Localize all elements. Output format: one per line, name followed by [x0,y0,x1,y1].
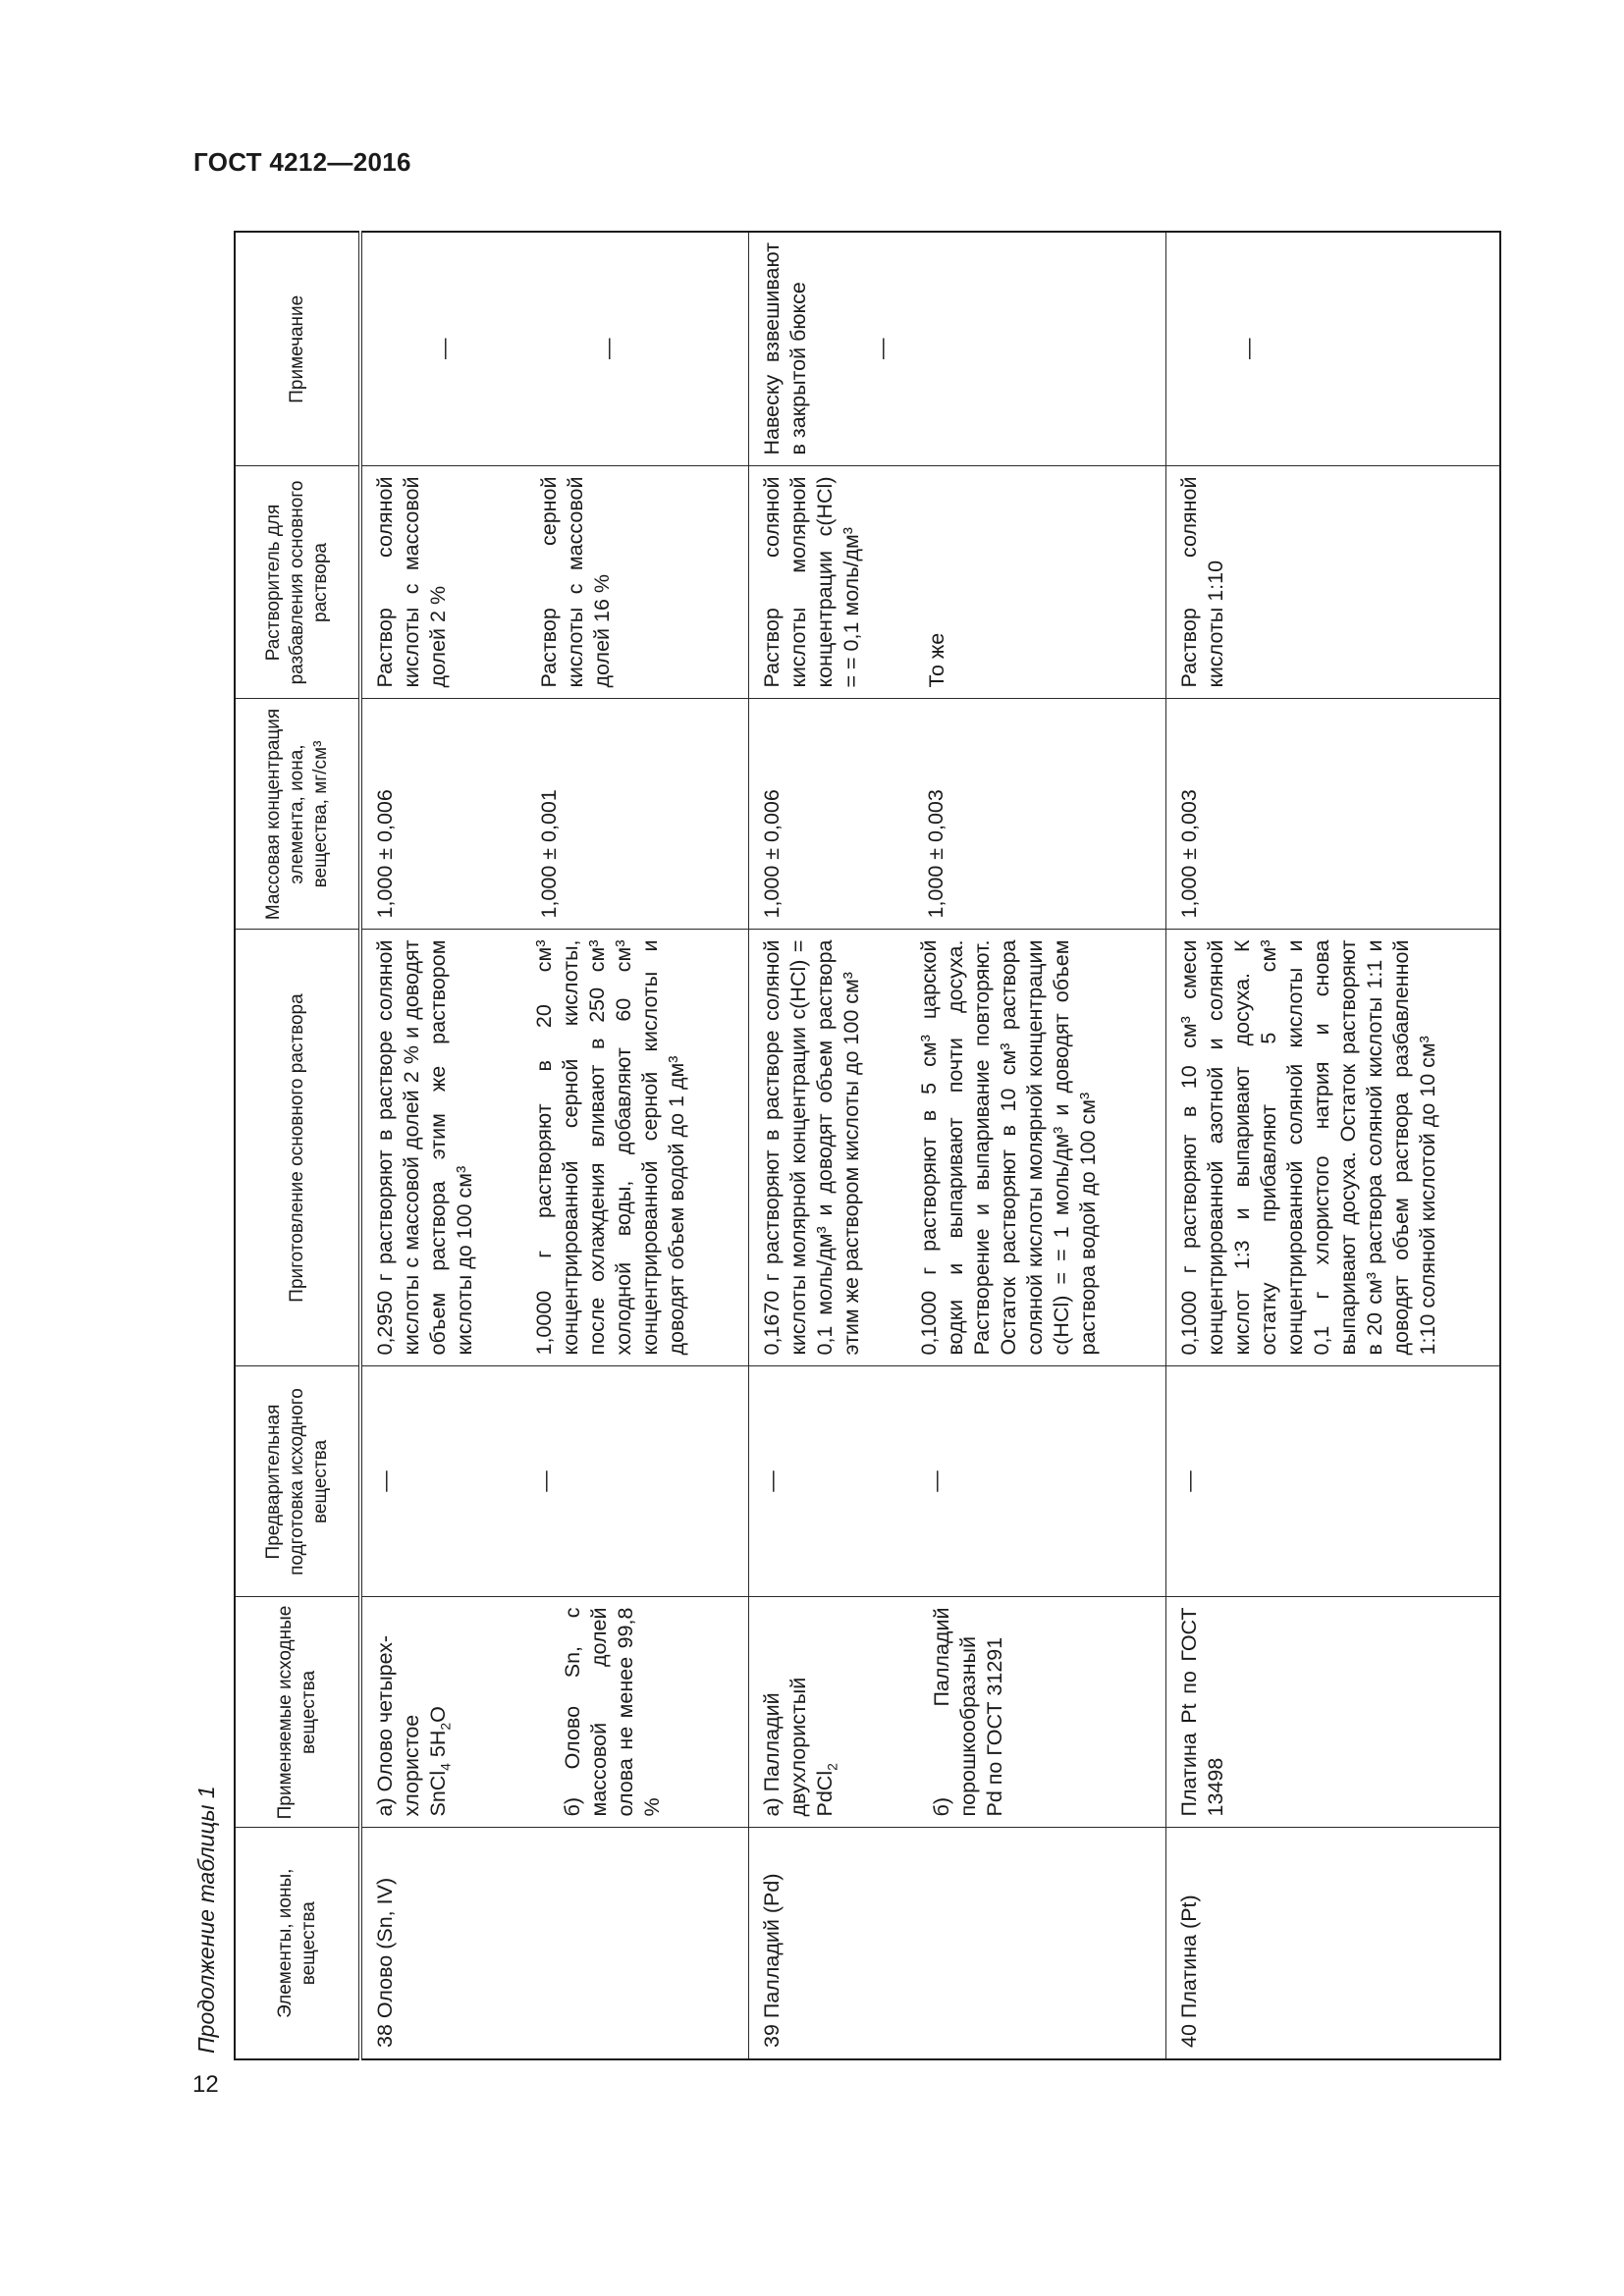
table-header-row [235,232,360,2059]
cell-solvent: Раствор соляной кислоты с массовой долей 2 % Раствор серной кислоты с массовой долей 16 % [360,466,748,699]
page-number: 12 [192,2071,219,2098]
table-row-tin [360,232,748,2059]
cell-substance: а) Палладий двухлористый PdCl$_2$ б) Палладий порошкообразный Pd по ГОСТ 31291 [748,1597,1165,1828]
cell-note: — [1165,232,1500,466]
col-header-element: Элементы, ионы, вещества [235,1828,360,2059]
col-header-solvent: Растворитель для разбавления основного раствора [235,466,360,699]
cell-note: — — [360,232,748,466]
formula-pdcl2: PdCl$_2$ [812,1763,839,1817]
cell-solution-prep: 0,1670 г растворяют в растворе соляной кислоты молярной концентрации с(HCl) = 0,1 моль/дм³ и доводят объем раствора этим же раствором кислоты до 100 см³ 0,1000 г растворяют в 5 см³ царской водки и выпаривают почти досуха. Растворение и выпаривание повторяют. Остаток растворяют в 10 см³ раствора соляной кислоты молярной концентрации с(HCl) = = 1 моль/дм³ и доводят объем раствора водой до 100 см³ [748,930,1165,1366]
cell-pretreatment: — [1165,1366,1500,1597]
cell-substance: Платина Pt по ГОСТ 13498 [1165,1597,1500,1828]
cell-note: Навеску взвешивают в закрытой бюксе — [748,232,1165,466]
cell-solution-prep: 0,1000 г растворяют в 10 см³ смеси концентрированной азотной и соляной кислот 1:3 и выпаривают досуха. К остатку прибавляют 5 см³ концентрированной соляной кислоты и 0,1 г хлористого натрия и снова выпаривают досуха. Остаток растворяют в 20 см³ раствора соляной кислоты 1:1 и доводят объем раствора разбавленной 1:10 соляной кислотой до 10 см³ [1165,930,1500,1366]
table-row-palladium [748,232,1165,2059]
col-header-solution-prep: Приготовление основного раствора [235,930,360,1366]
cell-pretreatment: — — [748,1366,1165,1597]
cell-element: 39 Палладий (Pd) [748,1828,1165,2059]
cell-concentration: 1,000 ± 0,003 [1165,699,1500,930]
cell-concentration: 1,000 ± 0,006 1,000 ± 0,003 [748,699,1165,930]
col-header-note: Примечание [235,232,360,466]
col-header-pretreatment: Предварительная подготовка исходного вещества [235,1366,360,1597]
table-caption: Продолжение таблицы 1 [193,1786,219,2054]
rotated-table-wrapper [234,233,1499,2060]
cell-substance: а) Олово четырех- хлористое SnCl$_4$ $5H_2O$ б) Олово Sn, с массовой долей олова не менее 99,8 % [360,1597,748,1828]
col-header-concentration: Массовая концентрация элемента, иона, вещества, мг/см³ [235,699,360,930]
cell-solution-prep: 0,2950 г растворяют в растворе соляной кислоты с массовой долей 2 % и доводят объем раствора этим же раствором кислоты до 100 см³ 1,0000 г растворяют в 20 см³ концентрированной серной кислоты, после охлаждения вливают в 250 см³ холодной воды, добавляют 60 см³ концентрированной серной кислоты и доводят объем водой до 1 дм³ [360,930,748,1366]
cell-element: 38 Олово (Sn, IV) [360,1828,748,2059]
document-id: ГОСТ 4212—2016 [193,147,411,177]
col-header-substance: Применяемые исходные вещества [235,1597,360,1828]
cell-concentration: 1,000 ± 0,006 1,000 ± 0,001 [360,699,748,930]
reagents-table [234,231,1501,2060]
cell-solvent: Раствор соляной кислоты 1:10 [1165,466,1500,699]
cell-pretreatment: — — [360,1366,748,1597]
table-row-platinum [1165,232,1500,2059]
cell-solvent: Раствор соляной кислоты молярной концентрации с(HCl) = = 0,1 моль/дм³ То же [748,466,1165,699]
cell-element: 40 Платина (Pt) [1165,1828,1500,2059]
formula-sncl4: SnCl$_4$ $5H_2O$ [426,1706,454,1817]
